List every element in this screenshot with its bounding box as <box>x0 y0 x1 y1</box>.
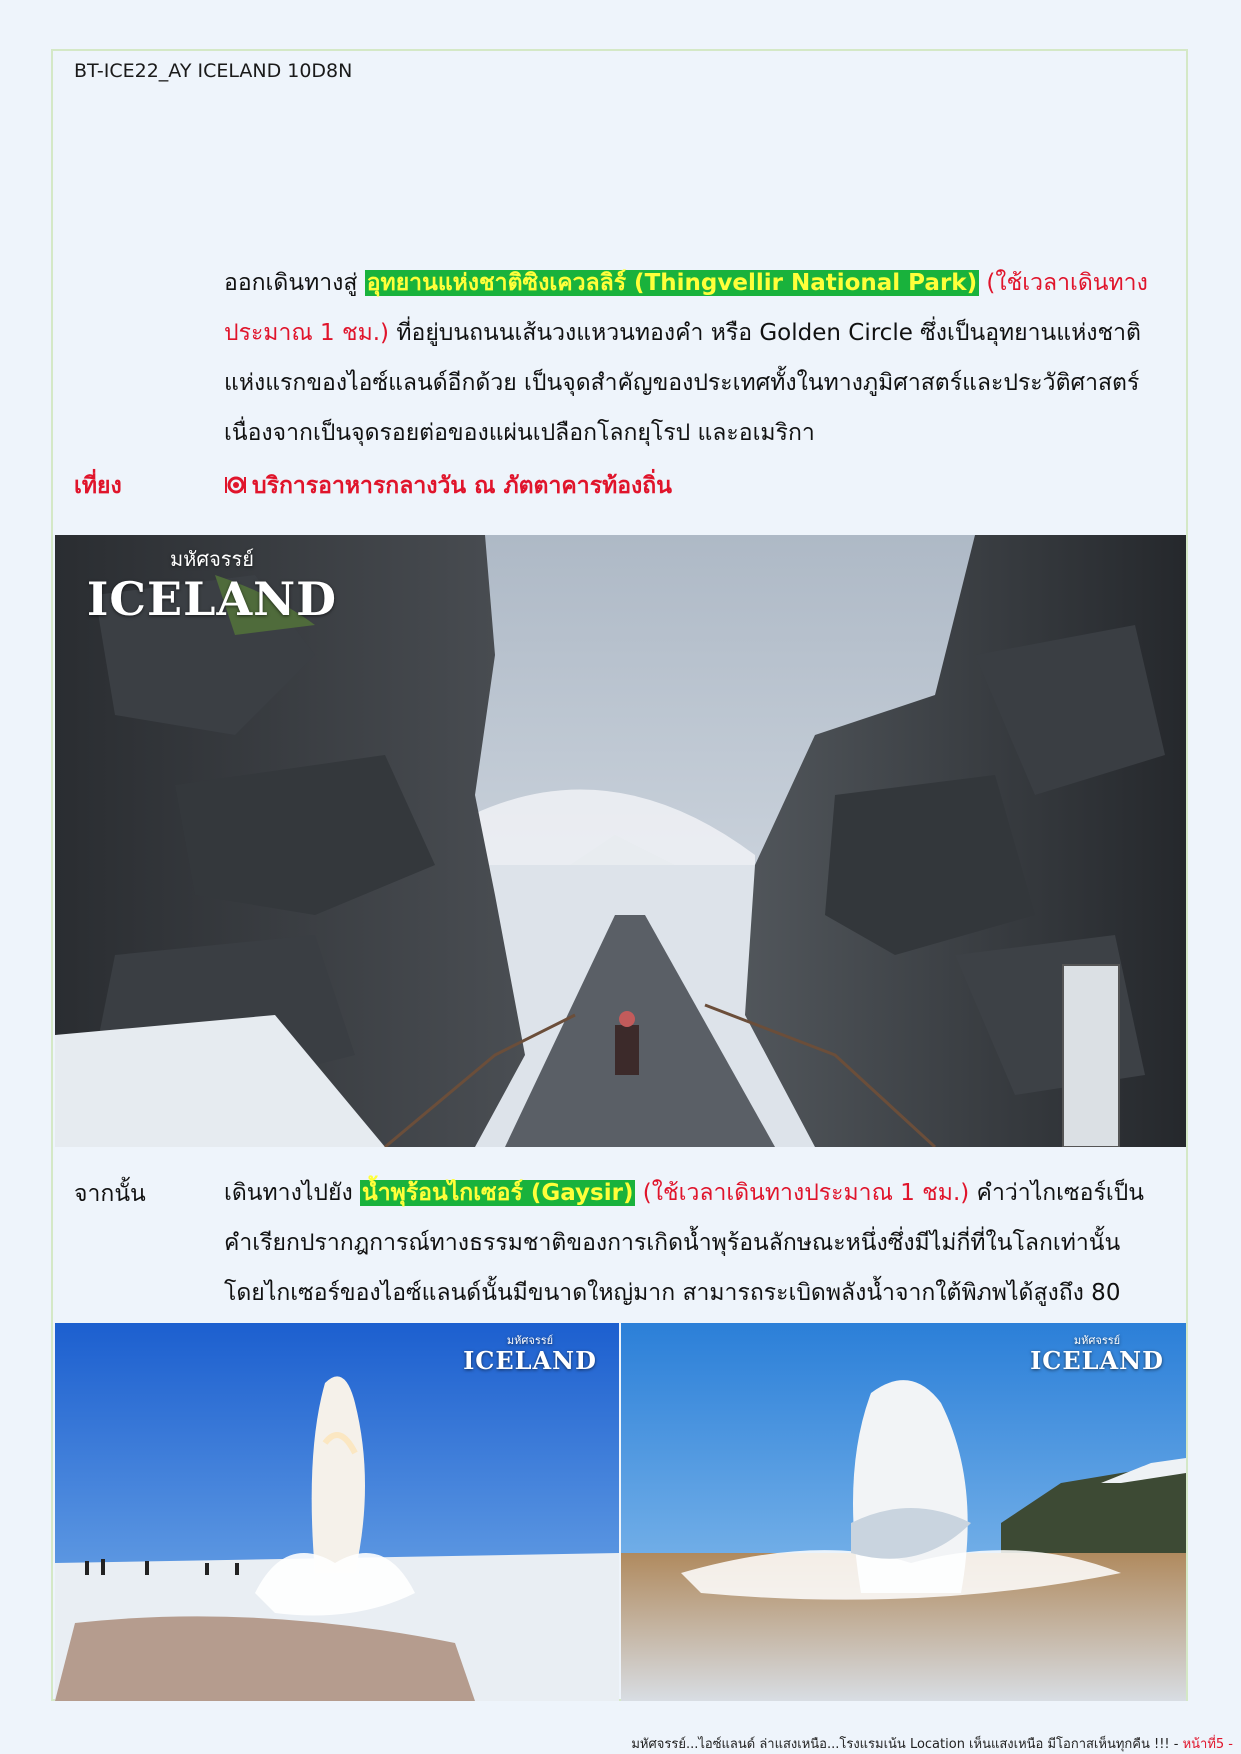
page-number: หน้าที่5 - <box>1182 1737 1233 1752</box>
lunch-text: บริการอาหารกลางวัน ณ ภัตตาคารท้องถิ่น <box>252 473 672 499</box>
thingvellir-photo <box>55 535 1186 1147</box>
geysir-highlight: น้ำพุร้อนไกเซอร์ (Gaysir) <box>362 1180 634 1206</box>
geyser-photo-right <box>621 1323 1186 1701</box>
page-footer <box>631 1733 1233 1754</box>
brand-title: ICELAND <box>1030 1346 1164 1375</box>
thingvellir-description: ที่อยู่บนถนนเส้นวงแหวนทองคำ หรือ Golden Circle ซึ่งเป็นอุทยานแห่งชาติแห่งแรกของไอซ์แลนด์อีกด้วย เป็นจุดสำคัญของประเทศทั้งในทางภูมิศาสตร์และประวัติศาสตร์ เนื่องจากเป็นจุดรอยต่อของแผ่นเปลือกโลกยุโรป และอเมริกา <box>224 320 1141 446</box>
brand-title: ICELAND <box>86 572 338 626</box>
thingvellir-intro: ออกเดินทางสู่ <box>224 270 365 296</box>
lunch-line <box>224 468 672 504</box>
photo-brand-right <box>1022 1331 1172 1373</box>
brand-subtitle: มหัศจรรย์ <box>170 547 254 571</box>
dining-icon <box>224 474 246 496</box>
document-code: BT-ICE22_AY ICELAND 10D8N <box>74 60 353 82</box>
photo-brand-main <box>77 543 347 626</box>
thingvellir-paragraph <box>224 258 1168 458</box>
lunch-label: เที่ยง <box>74 473 122 499</box>
geysir-intro: เดินทางไปยัง <box>224 1180 361 1206</box>
geysir-description: คำว่าไกเซอร์เป็นคำเรียกปรากฎการณ์ทางธรรมชาติของการเกิดน้ำพุร้อนลักษณะหนึ่งซึ่งมีไม่กี่ที่ในโลกเท่านั้น โดยไกเซอร์ของไอซ์แลนด์นั้นมีขนาดใหญ่มาก สามารถระเบิดพลังน้ำจากใต้พิภพได้สูงถึง 80 <box>224 1180 1145 1306</box>
geyser-photo-left <box>55 1323 619 1701</box>
geysir-travel-time: (ใช้เวลาเดินทางประมาณ 1 ชม.) <box>635 1180 970 1206</box>
brand-subtitle: มหัศจรรย์ <box>1073 1334 1121 1347</box>
then-label: จากนั้น <box>74 1181 146 1207</box>
photo-brand-left <box>455 1331 605 1373</box>
brand-subtitle: มหัศจรรย์ <box>506 1334 554 1347</box>
thingvellir-travel-time: (ใช้เวลาเดินทางประมาณ 1 ชม.) <box>224 270 1148 346</box>
thingvellir-highlight: อุทยานแห่งชาติซิงเควลลิร์ (Thingvellir National Park) <box>366 270 978 296</box>
footer-tagline: มหัศจรรย์...ไอซ์แลนด์ ล่าแสงเหนือ...โรงแรมเน้น Location เห็นแสงเหนือ มีโอกาสเห็นทุกคืน !!! - <box>631 1737 1183 1752</box>
brand-title: ICELAND <box>463 1346 597 1375</box>
